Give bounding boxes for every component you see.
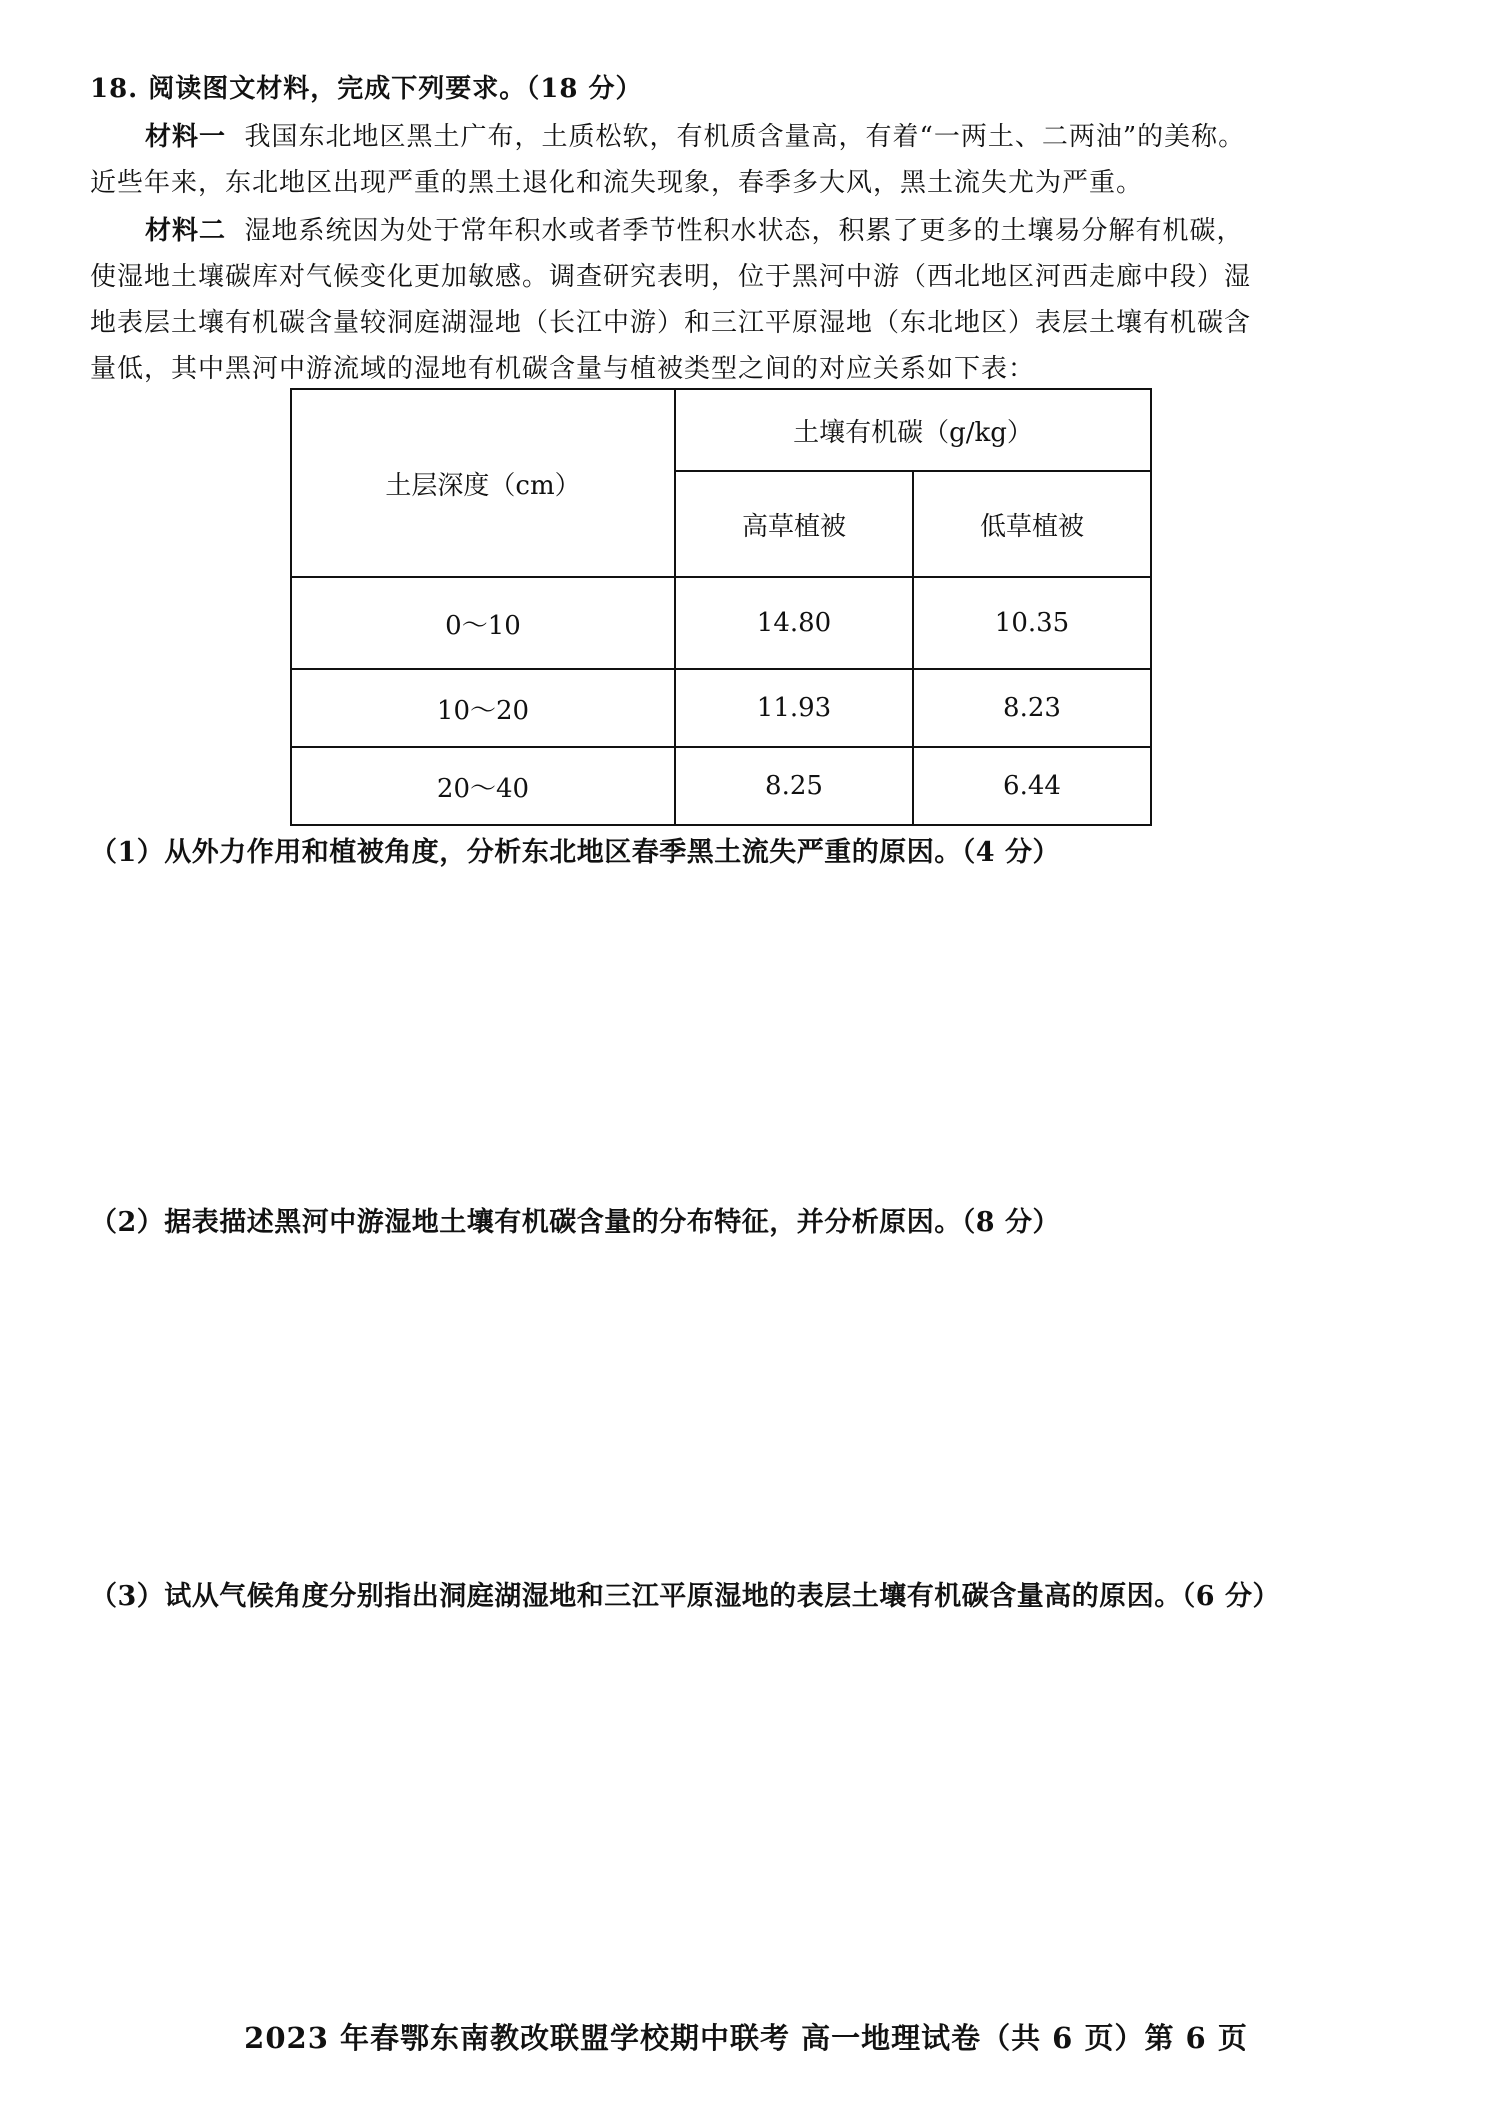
table-row — [291, 669, 1151, 747]
material-1-line-2: 近些年来，东北地区出现严重的黑土退化和流失现象，春季多大风，黑土流失尤为严重。 — [90, 168, 1144, 198]
header-tall-grass: 高草植被 — [675, 471, 913, 577]
material-2-label: 材料二 — [145, 216, 227, 246]
tall-grass-cell: 11.93 — [675, 669, 913, 747]
table-row — [291, 747, 1151, 825]
soil-carbon-table — [290, 388, 1152, 826]
material-2-line-2: 使湿地土壤碳库对气候变化更加敏感。调查研究表明，位于黑河中游（西北地区河西走廊中段）湿 — [90, 262, 1252, 292]
sub-question-3: （3）试从气候角度分别指出洞庭湖湿地和三江平原湿地的表层土壤有机碳含量高的原因。（6 分） — [90, 1581, 1280, 1612]
material-1-line-1 — [145, 120, 1245, 154]
depth-cell: 20～40 — [291, 747, 675, 825]
short-grass-cell: 8.23 — [913, 669, 1151, 747]
sub-question-1: （1）从外力作用和植被角度，分析东北地区春季黑土流失严重的原因。（4 分） — [90, 837, 1060, 868]
material-1-label: 材料一 — [145, 122, 227, 152]
sub-question-2: （2）据表描述黑河中游湿地土壤有机碳含量的分布特征，并分析原因。（8 分） — [90, 1207, 1060, 1238]
material-2-line-4: 量低，其中黑河中游流域的湿地有机碳含量与植被类型之间的对应关系如下表： — [90, 354, 1036, 384]
short-grass-cell: 10.35 — [913, 577, 1151, 669]
short-grass-cell: 6.44 — [913, 747, 1151, 825]
question-title: 18. 阅读图文材料，完成下列要求。（18 分） — [90, 74, 643, 104]
material-1-text: 我国东北地区黑土广布，土质松软，有机质含量高，有着“一两土、二两油”的美称。 — [244, 122, 1246, 152]
material-2-line-1 — [145, 214, 1244, 248]
material-2-line-3: 地表层土壤有机碳含量较洞庭湖湿地（长江中游）和三江平原湿地（东北地区）表层土壤有机碳含 — [90, 308, 1252, 338]
tall-grass-cell: 8.25 — [675, 747, 913, 825]
header-soil-organic-carbon: 土壤有机碳（g/kg） — [675, 389, 1151, 471]
material-2-text: 湿地系统因为处于常年积水或者季节性积水状态，积累了更多的土壤易分解有机碳， — [244, 216, 1244, 246]
tall-grass-cell: 14.80 — [675, 577, 913, 669]
page-footer: 2023 年春鄂东南教改联盟学校期中联考 高一地理试卷（共 6 页）第 6 页 — [244, 2021, 1248, 2055]
depth-cell: 10～20 — [291, 669, 675, 747]
header-short-grass: 低草植被 — [913, 471, 1151, 577]
table-row — [291, 577, 1151, 669]
depth-cell: 0～10 — [291, 577, 675, 669]
header-depth: 土层深度（cm） — [291, 389, 675, 577]
